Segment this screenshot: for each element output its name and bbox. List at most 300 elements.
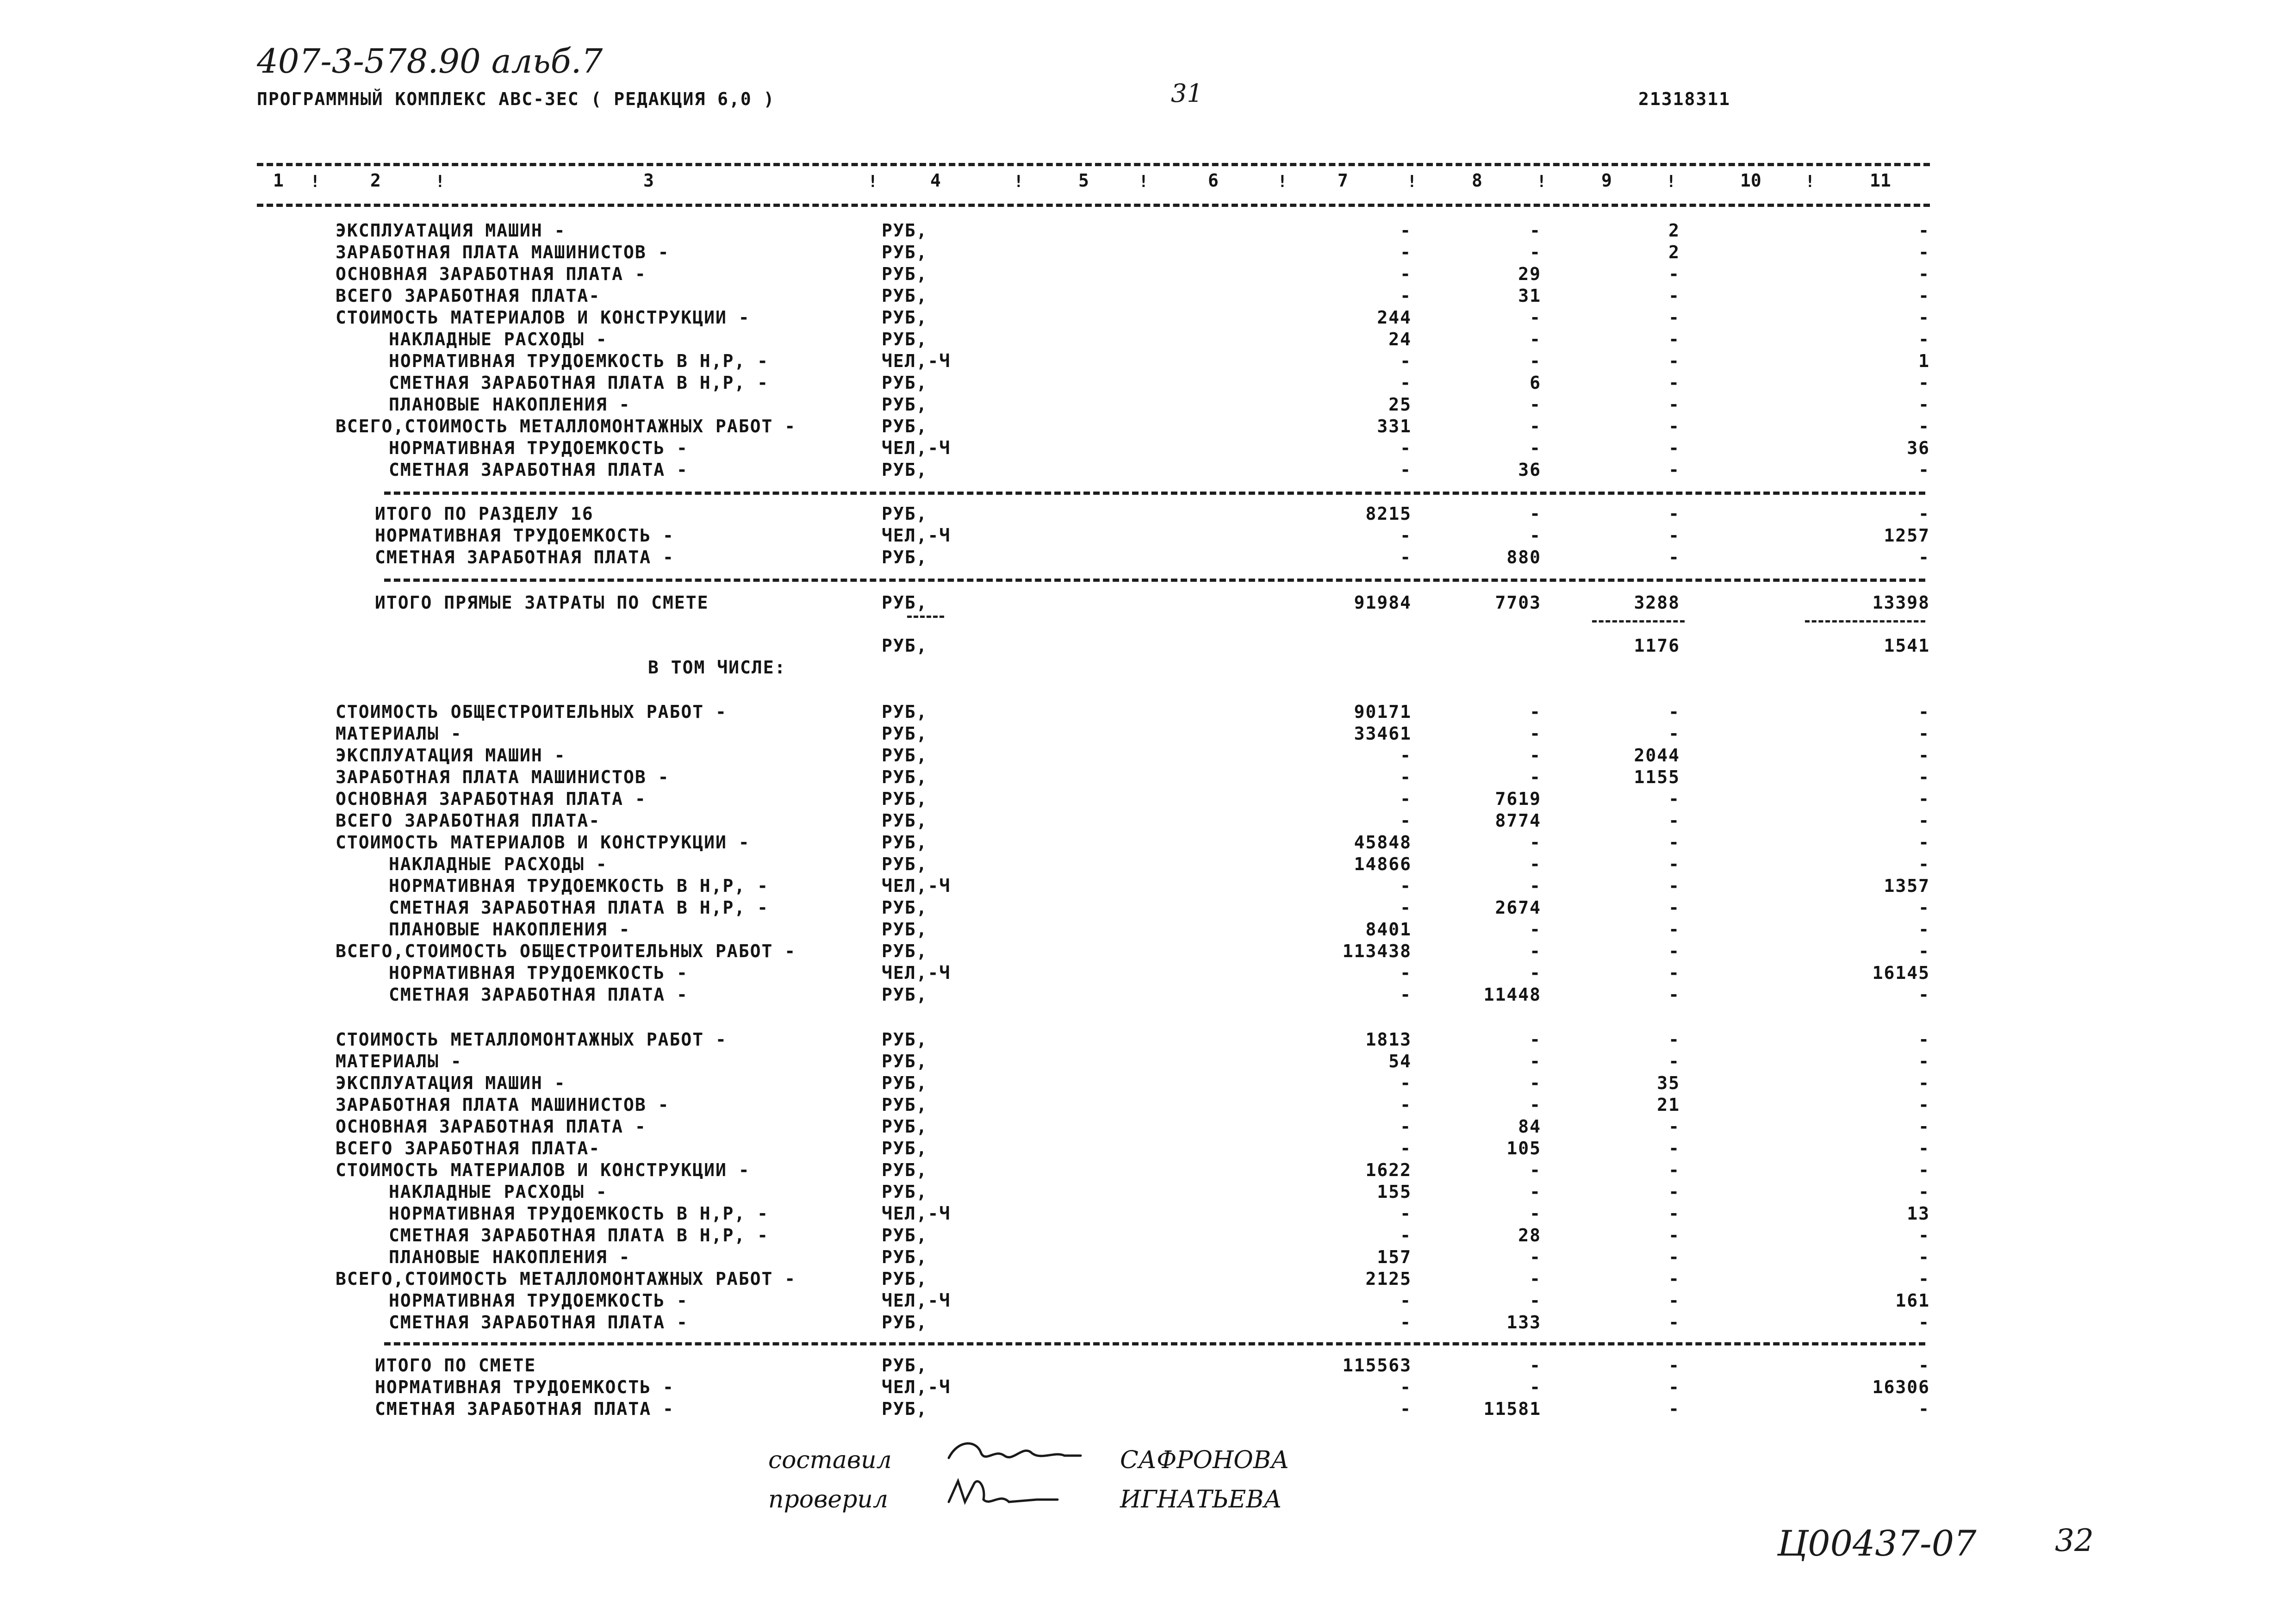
row-value-col-7: 8401 <box>1365 919 1412 940</box>
table-separator-rule <box>384 1342 1925 1345</box>
row-value-col-11: - <box>1918 1312 1930 1333</box>
row-value-col-8: 36 <box>1518 460 1541 480</box>
row-value-col-7: - <box>1400 789 1412 809</box>
row-value-col-11: - <box>1918 1399 1930 1419</box>
row-label: СМЕТНАЯ ЗАРАБОТНАЯ ПЛАТА - <box>389 460 688 480</box>
program-title: ПРОГРАММНЫЙ КОМПЛЕКС АВС-3ЕС ( РЕДАКЦИЯ 6,0 ) <box>257 89 775 109</box>
row-value-col-9: - <box>1668 1029 1680 1050</box>
row-value-col-8: - <box>1530 941 1541 961</box>
row-value-col-11: 1 <box>1918 351 1930 371</box>
row-value-col-8: - <box>1530 1182 1541 1202</box>
row-unit: РУБ, <box>882 286 928 306</box>
row-value-col-8: 7703 <box>1495 592 1541 613</box>
row-value-col-7: - <box>1400 745 1412 766</box>
row-unit: РУБ, <box>882 810 928 831</box>
compiled-by-label: составил <box>768 1446 892 1474</box>
row-value-col-11: - <box>1918 1095 1930 1115</box>
row-unit: РУБ, <box>882 832 928 853</box>
column-number: 1 <box>273 170 284 191</box>
row-value-col-7: - <box>1400 1116 1412 1137</box>
row-value-col-7: - <box>1400 1225 1412 1245</box>
row-value-col-8: - <box>1530 416 1541 436</box>
row-label: ВСЕГО ЗАРАБОТНАЯ ПЛАТА- <box>336 1138 601 1158</box>
row-value-col-7: - <box>1400 963 1412 983</box>
row-label: ЭКСПЛУАТАЦИЯ МАШИН - <box>336 220 566 241</box>
row-value-col-11: - <box>1918 504 1930 524</box>
row-value-col-7: 54 <box>1388 1051 1412 1071</box>
row-unit: РУБ, <box>882 1355 928 1376</box>
document-code: 21318311 <box>1638 89 1731 109</box>
row-value-col-7: 8215 <box>1365 504 1412 524</box>
row-value-col-11: - <box>1918 264 1930 284</box>
checked-by-label: проверил <box>768 1486 889 1513</box>
row-unit: РУБ, <box>882 307 928 328</box>
row-value-col-7: 331 <box>1377 416 1412 436</box>
row-unit: РУБ, <box>882 1116 928 1137</box>
row-value-col-9: - <box>1668 394 1680 415</box>
row-value-col-9: - <box>1668 329 1680 349</box>
row-value-col-8: - <box>1530 702 1541 722</box>
column-number: 9 <box>1601 170 1612 191</box>
row-label: НОРМАТИВНАЯ ТРУДОЕМКОСТЬ - <box>389 963 688 983</box>
column-number: 6 <box>1208 170 1219 191</box>
column-header-rule <box>257 204 1930 207</box>
row-value-col-11: - <box>1918 1182 1930 1202</box>
row-unit: РУБ, <box>882 1138 928 1158</box>
row-label: ОСНОВНАЯ ЗАРАБОТНАЯ ПЛАТА - <box>336 789 647 809</box>
row-label: ПЛАНОВЫЕ НАКОПЛЕНИЯ - <box>389 394 631 415</box>
row-value-col-8: - <box>1530 1095 1541 1115</box>
row-label: ПЛАНОВЫЕ НАКОПЛЕНИЯ - <box>389 1247 631 1267</box>
row-value-col-9: - <box>1668 876 1680 896</box>
row-label: СМЕТНАЯ ЗАРАБОТНАЯ ПЛАТА - <box>375 1399 674 1419</box>
row-value-col-7: - <box>1400 525 1412 546</box>
row-label: В ТОМ ЧИСЛЕ: <box>648 657 786 678</box>
column-number: 10 <box>1740 170 1761 191</box>
row-value-col-8: - <box>1530 307 1541 328</box>
row-value-col-7: - <box>1400 351 1412 371</box>
row-value-col-11: - <box>1918 984 1930 1005</box>
row-unit: РУБ, <box>882 984 928 1005</box>
row-unit: ЧЕЛ,-Ч <box>882 438 951 458</box>
row-value-col-11: 1257 <box>1884 525 1930 546</box>
column-separator: ! <box>1805 172 1815 191</box>
row-value-col-11: 1541 <box>1884 635 1930 656</box>
row-value-col-7: - <box>1400 1290 1412 1311</box>
row-label: НОРМАТИВНАЯ ТРУДОЕМКОСТЬ - <box>389 438 688 458</box>
row-value-col-7: - <box>1400 547 1412 567</box>
row-unit: РУБ, <box>882 1029 928 1050</box>
row-value-col-7: - <box>1400 1073 1412 1093</box>
row-value-col-8: 133 <box>1506 1312 1541 1333</box>
row-unit: РУБ, <box>882 547 928 567</box>
row-value-col-7: 1813 <box>1365 1029 1412 1050</box>
row-value-col-11: 161 <box>1895 1290 1930 1311</box>
row-value-col-11: - <box>1918 1138 1930 1158</box>
row-value-col-8: - <box>1530 919 1541 940</box>
row-value-col-8: - <box>1530 767 1541 787</box>
row-unit: РУБ, <box>882 919 928 940</box>
row-value-col-8: 8774 <box>1495 810 1541 831</box>
table-separator-rule <box>384 492 1925 495</box>
row-unit: РУБ, <box>882 897 928 918</box>
compiled-by-signature <box>944 1435 1083 1472</box>
row-value-col-9: - <box>1668 438 1680 458</box>
row-label: ОСНОВНАЯ ЗАРАБОТНАЯ ПЛАТА - <box>336 264 647 284</box>
row-unit: РУБ, <box>882 1225 928 1245</box>
row-value-col-9: 2 <box>1668 242 1680 262</box>
compiled-by-name: САФРОНОВА <box>1120 1446 1289 1474</box>
row-value-col-9: - <box>1668 1290 1680 1311</box>
column-number: 2 <box>370 170 381 191</box>
row-label: НОРМАТИВНАЯ ТРУДОЕМКОСТЬ - <box>389 1290 688 1311</box>
row-value-col-9: - <box>1668 1051 1680 1071</box>
row-value-col-11: 16145 <box>1872 963 1930 983</box>
row-value-col-9: - <box>1668 264 1680 284</box>
row-value-col-9: - <box>1668 1116 1680 1137</box>
row-value-col-7: - <box>1400 242 1412 262</box>
row-unit: РУБ, <box>882 504 928 524</box>
row-value-col-8: - <box>1530 1029 1541 1050</box>
row-label: МАТЕРИАЛЫ - <box>336 723 462 744</box>
row-label: ВСЕГО,СТОИМОСТЬ ОБЩЕСТРОИТЕЛЬНЫХ РАБОТ - <box>336 941 796 961</box>
row-value-col-9: - <box>1668 941 1680 961</box>
row-value-col-9: - <box>1668 1203 1680 1224</box>
table-separator-rule <box>1592 620 1685 623</box>
row-value-col-8: - <box>1530 1290 1541 1311</box>
row-value-col-7: - <box>1400 984 1412 1005</box>
row-value-col-11: - <box>1918 810 1930 831</box>
row-label: ВСЕГО ЗАРАБОТНАЯ ПЛАТА- <box>336 810 601 831</box>
column-separator: ! <box>1407 172 1417 191</box>
row-value-col-11: 13 <box>1907 1203 1930 1224</box>
row-value-col-7: 157 <box>1377 1247 1412 1267</box>
row-label: НОРМАТИВНАЯ ТРУДОЕМКОСТЬ - <box>375 1377 674 1397</box>
row-value-col-7: 33461 <box>1354 723 1412 744</box>
row-value-col-11: - <box>1918 767 1930 787</box>
row-value-col-7: - <box>1400 767 1412 787</box>
row-unit: РУБ, <box>882 264 928 284</box>
row-value-col-11: - <box>1918 1247 1930 1267</box>
row-label: СТОИМОСТЬ МЕТАЛЛОМОНТАЖНЫХ РАБОТ - <box>336 1029 727 1050</box>
row-value-col-7: - <box>1400 1138 1412 1158</box>
row-value-col-7: - <box>1400 460 1412 480</box>
row-value-col-11: - <box>1918 919 1930 940</box>
row-value-col-9: - <box>1668 702 1680 722</box>
row-unit: ЧЕЛ,-Ч <box>882 1203 951 1224</box>
row-value-col-7: 25 <box>1388 394 1412 415</box>
row-value-col-11: - <box>1918 242 1930 262</box>
row-value-col-9: - <box>1668 984 1680 1005</box>
row-value-col-7: - <box>1400 1399 1412 1419</box>
row-value-col-11: - <box>1918 329 1930 349</box>
row-value-col-11: - <box>1918 1029 1930 1050</box>
row-value-col-8: 880 <box>1506 547 1541 567</box>
row-value-col-11: 16306 <box>1872 1377 1930 1397</box>
row-value-col-11: - <box>1918 723 1930 744</box>
row-value-col-9: - <box>1668 832 1680 853</box>
row-value-col-9: 21 <box>1657 1095 1680 1115</box>
row-label: МАТЕРИАЛЫ - <box>336 1051 462 1071</box>
row-value-col-8: 2674 <box>1495 897 1541 918</box>
row-value-col-7: 45848 <box>1354 832 1412 853</box>
row-unit: РУБ, <box>882 592 928 613</box>
row-label: ИТОГО ПО РАЗДЕЛУ 16 <box>375 504 594 524</box>
column-separator: ! <box>1014 172 1024 191</box>
row-label: ЗАРАБОТНАЯ ПЛАТА МАШИНИСТОВ - <box>336 1095 670 1115</box>
row-label: СМЕТНАЯ ЗАРАБОТНАЯ ПЛАТА - <box>375 547 674 567</box>
row-value-col-9: - <box>1668 1312 1680 1333</box>
row-unit: ЧЕЛ,-Ч <box>882 525 951 546</box>
row-value-col-11: - <box>1918 416 1930 436</box>
row-value-col-9: - <box>1668 789 1680 809</box>
row-value-col-9: - <box>1668 854 1680 874</box>
row-value-col-8: - <box>1530 1247 1541 1267</box>
column-separator: ! <box>310 172 320 191</box>
row-label: ВСЕГО ЗАРАБОТНАЯ ПЛАТА- <box>336 286 601 306</box>
row-unit: РУБ, <box>882 394 928 415</box>
row-value-col-8: 11581 <box>1483 1399 1541 1419</box>
row-unit: РУБ, <box>882 1051 928 1071</box>
row-value-col-7: 91984 <box>1354 592 1412 613</box>
row-value-col-11: - <box>1918 1073 1930 1093</box>
row-value-col-9: 2044 <box>1634 745 1680 766</box>
row-unit: РУБ, <box>882 789 928 809</box>
row-value-col-7: - <box>1400 897 1412 918</box>
row-value-col-11: - <box>1918 941 1930 961</box>
row-value-col-7: - <box>1400 876 1412 896</box>
checked-by-signature <box>944 1474 1064 1516</box>
row-value-col-7: 24 <box>1388 329 1412 349</box>
row-label: ЭКСПЛУАТАЦИЯ МАШИН - <box>336 1073 566 1093</box>
row-value-col-8: - <box>1530 1051 1541 1071</box>
row-value-col-7: - <box>1400 264 1412 284</box>
row-value-col-9: - <box>1668 504 1680 524</box>
row-value-col-9: - <box>1668 897 1680 918</box>
row-value-col-8: - <box>1530 1269 1541 1289</box>
row-value-col-11: 36 <box>1907 438 1930 458</box>
row-unit: РУБ, <box>882 1073 928 1093</box>
column-number: 7 <box>1338 170 1348 191</box>
column-separator: ! <box>435 172 445 191</box>
row-unit: РУБ, <box>882 1160 928 1180</box>
column-separator: ! <box>868 172 878 191</box>
row-value-col-9: - <box>1668 1377 1680 1397</box>
row-unit: РУБ, <box>882 416 928 436</box>
row-value-col-7: - <box>1400 373 1412 393</box>
row-value-col-9: 35 <box>1657 1073 1680 1093</box>
row-label: СМЕТНАЯ ЗАРАБОТНАЯ ПЛАТА В Н,Р, - <box>389 897 769 918</box>
row-label: ВСЕГО,СТОИМОСТЬ МЕТАЛЛОМОНТАЖНЫХ РАБОТ - <box>336 1269 796 1289</box>
row-unit: РУБ, <box>882 460 928 480</box>
row-value-col-7: - <box>1400 810 1412 831</box>
row-value-col-8: - <box>1530 1160 1541 1180</box>
row-value-col-11: - <box>1918 547 1930 567</box>
row-unit: РУБ, <box>882 373 928 393</box>
column-number: 5 <box>1078 170 1089 191</box>
row-label: ИТОГО ПО СМЕТЕ <box>375 1355 536 1376</box>
row-value-col-8: - <box>1530 525 1541 546</box>
row-value-col-8: - <box>1530 963 1541 983</box>
row-value-col-8: 31 <box>1518 286 1541 306</box>
row-value-col-8: - <box>1530 854 1541 874</box>
row-value-col-7: - <box>1400 1203 1412 1224</box>
row-value-col-9: 1155 <box>1634 767 1680 787</box>
row-value-col-9: - <box>1668 1160 1680 1180</box>
row-label: ИТОГО ПРЯМЫЕ ЗАТРАТЫ ПО СМЕТЕ <box>375 592 709 613</box>
row-value-col-7: 155 <box>1377 1182 1412 1202</box>
row-value-col-9: - <box>1668 1225 1680 1245</box>
row-value-col-8: 29 <box>1518 264 1541 284</box>
row-unit: РУБ, <box>882 635 928 656</box>
row-value-col-9: - <box>1668 919 1680 940</box>
row-unit: РУБ, <box>882 702 928 722</box>
row-value-col-9: - <box>1668 1399 1680 1419</box>
row-value-col-7: - <box>1400 1312 1412 1333</box>
row-value-col-9: - <box>1668 525 1680 546</box>
row-value-col-8: - <box>1530 351 1541 371</box>
row-value-col-8: - <box>1530 1073 1541 1093</box>
row-value-col-8: 105 <box>1506 1138 1541 1158</box>
row-label: СТОИМОСТЬ МАТЕРИАЛОВ И КОНСТРУКЦИИ - <box>336 832 750 853</box>
row-label: СМЕТНАЯ ЗАРАБОТНАЯ ПЛАТА В Н,Р, - <box>389 373 769 393</box>
row-unit: РУБ, <box>882 1182 928 1202</box>
row-value-col-7: - <box>1400 438 1412 458</box>
row-value-col-8: - <box>1530 329 1541 349</box>
row-label: НАКЛАДНЫЕ РАСХОДЫ - <box>389 854 608 874</box>
row-label: СТОИМОСТЬ МАТЕРИАЛОВ И КОНСТРУКЦИИ - <box>336 307 750 328</box>
row-value-col-8: - <box>1530 394 1541 415</box>
row-value-col-7: - <box>1400 286 1412 306</box>
row-unit: РУБ, <box>882 1269 928 1289</box>
row-label: НОРМАТИВНАЯ ТРУДОЕМКОСТЬ В Н,Р, - <box>389 876 769 896</box>
row-value-col-11: - <box>1918 789 1930 809</box>
row-unit: РУБ, <box>882 220 928 241</box>
row-unit: РУБ, <box>882 941 928 961</box>
row-value-col-8: - <box>1530 723 1541 744</box>
checked-by-name: ИГНАТЬЕВА <box>1120 1486 1282 1513</box>
row-value-col-7: 14866 <box>1354 854 1412 874</box>
row-label: СТОИМОСТЬ МАТЕРИАЛОВ И КОНСТРУКЦИИ - <box>336 1160 750 1180</box>
row-value-col-11: - <box>1918 394 1930 415</box>
row-unit: РУБ, <box>882 854 928 874</box>
column-number: 11 <box>1870 170 1891 191</box>
row-value-col-11: - <box>1918 1116 1930 1137</box>
column-number: 8 <box>1472 170 1482 191</box>
row-value-col-7: 113438 <box>1342 941 1412 961</box>
row-value-col-8: 6 <box>1530 373 1541 393</box>
row-value-col-8: - <box>1530 438 1541 458</box>
row-unit: ЧЕЛ,-Ч <box>882 963 951 983</box>
row-value-col-9: 3288 <box>1634 592 1680 613</box>
row-label: ЗАРАБОТНАЯ ПЛАТА МАШИНИСТОВ - <box>336 242 670 262</box>
table-separator-rule <box>1805 620 1925 623</box>
table-top-rule <box>257 163 1930 166</box>
row-value-col-7: 115563 <box>1342 1355 1412 1376</box>
row-value-col-7: 2125 <box>1365 1269 1412 1289</box>
row-value-col-9: - <box>1668 1247 1680 1267</box>
row-value-col-9: 2 <box>1668 220 1680 241</box>
row-value-col-9: - <box>1668 460 1680 480</box>
row-unit: РУБ, <box>882 745 928 766</box>
row-label: СТОИМОСТЬ ОБЩЕСТРОИТЕЛЬНЫХ РАБОТ - <box>336 702 727 722</box>
row-unit: РУБ, <box>882 1247 928 1267</box>
row-unit: РУБ, <box>882 329 928 349</box>
row-value-col-9: - <box>1668 810 1680 831</box>
column-number: 4 <box>930 170 941 191</box>
row-label: СМЕТНАЯ ЗАРАБОТНАЯ ПЛАТА - <box>389 1312 688 1333</box>
row-value-col-11: - <box>1918 1355 1930 1376</box>
row-value-col-8: - <box>1530 832 1541 853</box>
row-value-col-11: - <box>1918 1160 1930 1180</box>
column-separator: ! <box>1537 172 1547 191</box>
row-value-col-9: - <box>1668 547 1680 567</box>
row-value-col-9: - <box>1668 1182 1680 1202</box>
row-value-col-11: - <box>1918 832 1930 853</box>
row-value-col-7: 90171 <box>1354 702 1412 722</box>
row-value-col-7: - <box>1400 220 1412 241</box>
row-value-col-9: - <box>1668 1269 1680 1289</box>
row-value-col-11: - <box>1918 702 1930 722</box>
row-value-col-8: 11448 <box>1483 984 1541 1005</box>
row-value-col-8: - <box>1530 1355 1541 1376</box>
handwritten-reference: 407-3-578.90 альб.7 <box>257 42 603 81</box>
row-value-col-8: - <box>1530 242 1541 262</box>
row-label: ЗАРАБОТНАЯ ПЛАТА МАШИНИСТОВ - <box>336 767 670 787</box>
row-label: НОРМАТИВНАЯ ТРУДОЕМКОСТЬ В Н,Р, - <box>389 351 769 371</box>
row-value-col-7: - <box>1400 1377 1412 1397</box>
row-value-col-11: - <box>1918 286 1930 306</box>
column-separator: ! <box>1277 172 1288 191</box>
row-value-col-11: - <box>1918 854 1930 874</box>
row-label: СМЕТНАЯ ЗАРАБОТНАЯ ПЛАТА В Н,Р, - <box>389 1225 769 1245</box>
row-unit: РУБ, <box>882 1399 928 1419</box>
column-number: 3 <box>643 170 654 191</box>
row-value-col-7: - <box>1400 1095 1412 1115</box>
table-separator-rule <box>384 579 1925 582</box>
row-value-col-7: 1622 <box>1365 1160 1412 1180</box>
row-unit: ЧЕЛ,-Ч <box>882 1377 951 1397</box>
page-number: 31 <box>1171 79 1203 108</box>
row-value-col-11: - <box>1918 897 1930 918</box>
row-value-col-8: - <box>1530 1377 1541 1397</box>
row-unit: ЧЕЛ,-Ч <box>882 1290 951 1311</box>
row-value-col-11: - <box>1918 1225 1930 1245</box>
row-label: ВСЕГО,СТОИМОСТЬ МЕТАЛЛОМОНТАЖНЫХ РАБОТ - <box>336 416 796 436</box>
row-label: ОСНОВНАЯ ЗАРАБОТНАЯ ПЛАТА - <box>336 1116 647 1137</box>
row-value-col-8: - <box>1530 504 1541 524</box>
sheet-number: 32 <box>2055 1523 2094 1558</box>
row-value-col-11: - <box>1918 307 1930 328</box>
archive-code: Ц00437-07 <box>1777 1523 1977 1564</box>
row-unit: РУБ, <box>882 723 928 744</box>
row-value-col-8: - <box>1530 745 1541 766</box>
row-value-col-9: - <box>1668 723 1680 744</box>
row-value-col-11: - <box>1918 1051 1930 1071</box>
row-value-col-8: - <box>1530 220 1541 241</box>
row-value-col-11: - <box>1918 373 1930 393</box>
row-value-col-8: 84 <box>1518 1116 1541 1137</box>
row-value-col-8: 7619 <box>1495 789 1541 809</box>
table-separator-rule <box>907 616 944 618</box>
row-value-col-9: - <box>1668 416 1680 436</box>
row-value-col-9: - <box>1668 307 1680 328</box>
row-value-col-8: - <box>1530 876 1541 896</box>
row-label: НАКЛАДНЫЕ РАСХОДЫ - <box>389 329 608 349</box>
row-value-col-11: 13398 <box>1872 592 1930 613</box>
row-unit: РУБ, <box>882 767 928 787</box>
row-value-col-9: 1176 <box>1634 635 1680 656</box>
